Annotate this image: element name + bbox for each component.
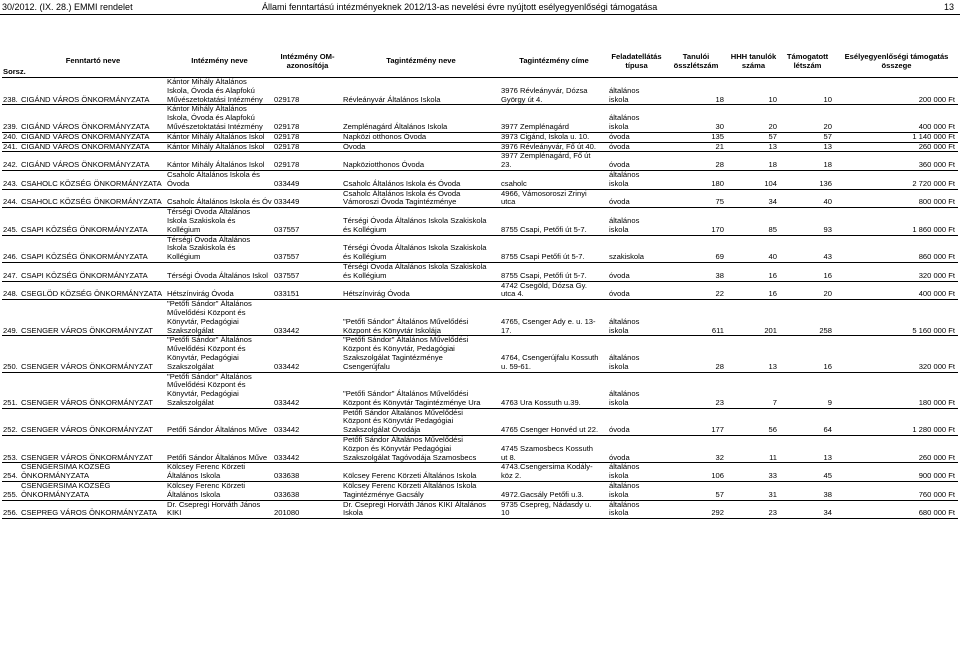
om-id-cell: 033449	[273, 189, 342, 208]
address-cell: 4972.Gacsály Petőfi u.3.	[500, 482, 608, 501]
supported-count-cell: 20	[780, 105, 835, 132]
member-institution-cell: Kölcsey Ferenc Körzeti Általános Iskola Tagintézménye Gacsály	[342, 482, 500, 501]
institution-cell: "Petőfi Sándor" Általános Művelődési Központ és Könyvtár, Pedagógiai Szakszolgálat	[166, 336, 273, 372]
task-type-cell: általános iskola	[608, 500, 665, 519]
row-number: 244.	[2, 189, 20, 208]
row-number: 245.	[2, 208, 20, 235]
row-number: 254.	[2, 463, 20, 482]
total-students-cell: 32	[665, 436, 727, 463]
hhh-students-cell: 18	[727, 152, 780, 171]
om-id-cell: 033638	[273, 463, 342, 482]
page-number: 13	[943, 2, 954, 12]
support-amount-cell: 2 720 000 Ft	[835, 170, 958, 189]
address-cell: 8755 Csapi Petőfi út 5-7.	[500, 235, 608, 262]
support-amount-cell: 900 000 Ft	[835, 463, 958, 482]
supported-count-cell: 16	[780, 336, 835, 372]
hhh-students-cell: 201	[727, 300, 780, 336]
row-number: 250.	[2, 336, 20, 372]
institution-cell: "Petőfi Sándor" Általános Művelődési Központ és Könyvtár, Pedagógiai Szakszolgálat	[166, 300, 273, 336]
hhh-students-cell: 11	[727, 436, 780, 463]
task-type-cell: óvoda	[608, 189, 665, 208]
table-row	[2, 189, 958, 208]
total-students-cell: 292	[665, 500, 727, 519]
supported-count-cell: 13	[780, 436, 835, 463]
row-number: 252.	[2, 408, 20, 435]
member-institution-cell: "Petőfi Sándor" Általános Művelődési Központ és Könyvtár Iskolája	[342, 300, 500, 336]
member-institution-cell: Térségi Óvoda Általános Iskola Szakiskola és Kollégium	[342, 208, 500, 235]
institution-cell: Kántor Mihály Általános Iskol	[166, 152, 273, 171]
task-type-cell: óvoda	[608, 281, 665, 300]
institution-cell: Petőfi Sándor Általános Műve	[166, 436, 273, 463]
support-amount-cell: 400 000 Ft	[835, 105, 958, 132]
row-number: 248.	[2, 281, 20, 300]
om-id-cell: 037557	[273, 262, 342, 281]
col-header: Támogatott létszám	[780, 46, 835, 78]
address-cell: 3976 Révleányvár, Fő út 40.	[500, 142, 608, 152]
row-number: 246.	[2, 235, 20, 262]
col-header: HHH tanulók száma	[727, 46, 780, 78]
address-cell: 4966, Vámosoroszi Zrinyi utca	[500, 189, 608, 208]
supported-count-cell: 13	[780, 142, 835, 152]
task-type-cell: általános iskola	[608, 105, 665, 132]
institution-cell: Petőfi Sándor Általános Műve	[166, 408, 273, 435]
om-id-cell: 033442	[273, 300, 342, 336]
row-number: 247.	[2, 262, 20, 281]
supported-count-cell: 43	[780, 235, 835, 262]
member-institution-cell: Óvoda	[342, 142, 500, 152]
supported-count-cell: 64	[780, 408, 835, 435]
hhh-students-cell: 31	[727, 482, 780, 501]
institution-cell: Kántor Mihály Általános Iskola, Óvoda és Alapfokú Művészetoktatási Intézmény	[166, 105, 273, 132]
row-number: 253.	[2, 436, 20, 463]
institution-cell: Térségi Óvoda Általános Iskola Szakiskola és Kollégium	[166, 208, 273, 235]
hhh-students-cell: 13	[727, 336, 780, 372]
total-students-cell: 21	[665, 142, 727, 152]
maintainer-cell: CSENGER VÁROS ÖNKORMÁNYZAT	[20, 336, 166, 372]
col-header: Intézmény OM-azonosítója	[273, 46, 342, 78]
support-amount-cell: 180 000 Ft	[835, 372, 958, 408]
total-students-cell: 28	[665, 152, 727, 171]
supported-count-cell: 20	[780, 281, 835, 300]
institution-cell: "Petőfi Sándor" Általános Művelődési Központ és Könyvtár, Pedagógiai Szakszolgálat	[166, 372, 273, 408]
support-amount-cell: 320 000 Ft	[835, 262, 958, 281]
total-students-cell: 611	[665, 300, 727, 336]
task-type-cell: óvoda	[608, 408, 665, 435]
maintainer-cell: CIGÁND VÁROS ÖNKORMÁNYZATA	[20, 105, 166, 132]
col-header: Tanulói összlétszám	[665, 46, 727, 78]
support-amount-cell: 320 000 Ft	[835, 336, 958, 372]
maintainer-cell: CIGÁND VÁROS ÖNKORMÁNYZATA	[20, 152, 166, 171]
total-students-cell: 28	[665, 336, 727, 372]
supported-count-cell: 93	[780, 208, 835, 235]
member-institution-cell: Térségi Óvoda Általános Iskola Szakiskola és Kollégium	[342, 262, 500, 281]
table-row	[2, 372, 958, 408]
om-id-cell: 033442	[273, 436, 342, 463]
hhh-students-cell: 16	[727, 281, 780, 300]
address-cell: 4743.Csengersima Kodály- köz 2.	[500, 463, 608, 482]
col-header: Sorsz.	[2, 46, 20, 78]
om-id-cell: 029178	[273, 132, 342, 142]
supported-count-cell: 16	[780, 262, 835, 281]
table-header-row	[2, 46, 958, 78]
member-institution-cell: Petőfi Sándor Általános Művelődési Központ és Könyvtár Pedagógiai Szakszolgálat Óvodája	[342, 408, 500, 435]
member-institution-cell: "Petőfi Sándor" Általános Művelődési Központ és Könyvtár Tagintézménye Ura	[342, 372, 500, 408]
address-cell: 4745 Szamosbecs Kossuth ut 8.	[500, 436, 608, 463]
om-id-cell: 029178	[273, 78, 342, 105]
hhh-students-cell: 33	[727, 463, 780, 482]
table-row	[2, 235, 958, 262]
hhh-students-cell: 85	[727, 208, 780, 235]
support-amount-cell: 800 000 Ft	[835, 189, 958, 208]
task-type-cell: általános iskola	[608, 300, 665, 336]
member-institution-cell: Napköziotthonos Óvoda	[342, 152, 500, 171]
row-number: 251.	[2, 372, 20, 408]
address-cell: 8755 Csapi, Petőfi út 5-7.	[500, 262, 608, 281]
supported-count-cell: 136	[780, 170, 835, 189]
table-row	[2, 132, 958, 142]
maintainer-cell: CSAPI KÖZSÉG ÖNKORMÁNYZATA	[20, 262, 166, 281]
member-institution-cell: Csaholc Általános Iskola és Óvoda	[342, 170, 500, 189]
address-cell: 4765, Csenger Ady e. u. 13- 17.	[500, 300, 608, 336]
support-amount-cell: 860 000 Ft	[835, 235, 958, 262]
om-id-cell: 033449	[273, 170, 342, 189]
address-cell: 9735 Csepreg, Nádasdy u. 10	[500, 500, 608, 519]
hhh-students-cell: 13	[727, 142, 780, 152]
support-amount-cell: 1 860 000 Ft	[835, 208, 958, 235]
col-header: Feladatellátás típusa	[608, 46, 665, 78]
task-type-cell: általános iskola	[608, 463, 665, 482]
address-cell: 4742 Csegöld, Dózsa Gy. utca 4.	[500, 281, 608, 300]
maintainer-cell: CSENGER VÁROS ÖNKORMÁNYZAT	[20, 372, 166, 408]
om-id-cell: 033442	[273, 408, 342, 435]
maintainer-cell: CSEGLÖD KÖZSÉG ÖNKORMÁNYZATA	[20, 281, 166, 300]
support-table	[2, 46, 958, 519]
address-cell: csaholc	[500, 170, 608, 189]
row-number: 239.	[2, 105, 20, 132]
maintainer-cell: CIGÁND VÁROS ÖNKORMÁNYZATA	[20, 132, 166, 142]
institution-cell: Kántor Mihály Általános Iskol	[166, 132, 273, 142]
institution-cell: Kántor Mihály Általános Iskol	[166, 142, 273, 152]
regulation-reference: 30/2012. (IX. 28.) EMMI rendelet	[2, 2, 133, 12]
support-amount-cell: 260 000 Ft	[835, 436, 958, 463]
total-students-cell: 75	[665, 189, 727, 208]
maintainer-cell: CSENGER VÁROS ÖNKORMÁNYZAT	[20, 436, 166, 463]
row-number: 255.	[2, 482, 20, 501]
supported-count-cell: 34	[780, 500, 835, 519]
maintainer-cell: CSAPI KÖZSÉG ÖNKORMÁNYZATA	[20, 235, 166, 262]
total-students-cell: 177	[665, 408, 727, 435]
institution-cell: Térségi Óvoda Általános Iskol	[166, 262, 273, 281]
row-number: 241.	[2, 142, 20, 152]
address-cell: 3977 Zemplénagárd, Fő út 23.	[500, 152, 608, 171]
task-type-cell: általános iskola	[608, 78, 665, 105]
col-header: Tagintézmény neve	[342, 46, 500, 78]
support-amount-cell: 760 000 Ft	[835, 482, 958, 501]
address-cell: 4765 Csenger Honvéd ut 22.	[500, 408, 608, 435]
om-id-cell: 033638	[273, 482, 342, 501]
table-row	[2, 105, 958, 132]
hhh-students-cell: 16	[727, 262, 780, 281]
table-row	[2, 336, 958, 372]
total-students-cell: 170	[665, 208, 727, 235]
task-type-cell: általános iskola	[608, 336, 665, 372]
maintainer-cell: CSAHOLC KÖZSÉG ÖNKORMÁNYZATA	[20, 170, 166, 189]
member-institution-cell: Dr. Csepregi Horváth János KIKI Általános Iskola	[342, 500, 500, 519]
om-id-cell: 029178	[273, 152, 342, 171]
supported-count-cell: 258	[780, 300, 835, 336]
col-header: Esélyegyenlőségi támogatás összege	[835, 46, 958, 78]
institution-cell: Dr. Csepregi Horváth János KIKI	[166, 500, 273, 519]
total-students-cell: 23	[665, 372, 727, 408]
support-amount-cell: 360 000 Ft	[835, 152, 958, 171]
task-type-cell: általános iskola	[608, 372, 665, 408]
table-row	[2, 208, 958, 235]
row-number: 238.	[2, 78, 20, 105]
institution-cell: Csaholc Általános Iskola és Óv	[166, 189, 273, 208]
maintainer-cell: CIGÁND VÁROS ÖNKORMÁNYZATA	[20, 78, 166, 105]
table-row	[2, 500, 958, 519]
table-row	[2, 281, 958, 300]
table-row	[2, 436, 958, 463]
hhh-students-cell: 57	[727, 132, 780, 142]
table-row	[2, 78, 958, 105]
supported-count-cell: 45	[780, 463, 835, 482]
om-id-cell: 033442	[273, 336, 342, 372]
support-amount-cell: 400 000 Ft	[835, 281, 958, 300]
total-students-cell: 22	[665, 281, 727, 300]
support-amount-cell: 260 000 Ft	[835, 142, 958, 152]
om-id-cell: 033442	[273, 372, 342, 408]
task-type-cell: óvoda	[608, 262, 665, 281]
support-amount-cell: 1 140 000 Ft	[835, 132, 958, 142]
col-header: Intézmény neve	[166, 46, 273, 78]
task-type-cell: óvoda	[608, 142, 665, 152]
task-type-cell: óvoda	[608, 436, 665, 463]
total-students-cell: 30	[665, 105, 727, 132]
maintainer-cell: CSEPREG VÁROS ÖNKORMÁNYZATA	[20, 500, 166, 519]
om-id-cell: 033151	[273, 281, 342, 300]
total-students-cell: 180	[665, 170, 727, 189]
table-row	[2, 152, 958, 171]
hhh-students-cell: 104	[727, 170, 780, 189]
institution-cell: Térségi Óvoda Általános Iskola Szakiskola és Kollégium	[166, 235, 273, 262]
task-type-cell: óvoda	[608, 132, 665, 142]
member-institution-cell: "Petőfi Sándor" Általános Művelődési Központ és Könyvtár, Pedagógiai Szakszolgálat Tagintézménye Csengerújfalu	[342, 336, 500, 372]
hhh-students-cell: 7	[727, 372, 780, 408]
row-number: 249.	[2, 300, 20, 336]
maintainer-cell: CIGÁND VÁROS ÖNKORMÁNYZATA	[20, 142, 166, 152]
col-header: Tagintézmény címe	[500, 46, 608, 78]
address-cell: 4764, Csengerújfalu Kossuth u. 59-61.	[500, 336, 608, 372]
table-row	[2, 482, 958, 501]
maintainer-cell: CSAHOLC KÖZSÉG ÖNKORMÁNYZATA	[20, 189, 166, 208]
table-row	[2, 262, 958, 281]
om-id-cell: 037557	[273, 235, 342, 262]
task-type-cell: szakiskola	[608, 235, 665, 262]
task-type-cell: óvoda	[608, 152, 665, 171]
member-institution-cell: Hétszínvirág Óvoda	[342, 281, 500, 300]
address-cell: 3977 Zemplénagárd	[500, 105, 608, 132]
supported-count-cell: 10	[780, 78, 835, 105]
total-students-cell: 135	[665, 132, 727, 142]
supported-count-cell: 38	[780, 482, 835, 501]
maintainer-cell: CSENGERSIMA KÖZSÉG ÖNKORMÁNYZATA	[20, 463, 166, 482]
row-number: 256.	[2, 500, 20, 519]
maintainer-cell: CSAPI KÖZSÉG ÖNKORMÁNYZATA	[20, 208, 166, 235]
table-row	[2, 408, 958, 435]
om-id-cell: 029178	[273, 142, 342, 152]
task-type-cell: általános iskola	[608, 170, 665, 189]
table-row	[2, 170, 958, 189]
hhh-students-cell: 40	[727, 235, 780, 262]
total-students-cell: 106	[665, 463, 727, 482]
row-number: 240.	[2, 132, 20, 142]
task-type-cell: általános iskola	[608, 482, 665, 501]
support-amount-cell: 5 160 000 Ft	[835, 300, 958, 336]
hhh-students-cell: 10	[727, 78, 780, 105]
table-row	[2, 300, 958, 336]
total-students-cell: 57	[665, 482, 727, 501]
total-students-cell: 18	[665, 78, 727, 105]
om-id-cell: 201080	[273, 500, 342, 519]
institution-cell: Csaholc Általános Iskola és Óvoda	[166, 170, 273, 189]
address-cell: 3973 Cigánd, Iskola u. 10.	[500, 132, 608, 142]
member-institution-cell: Napközi otthonos Óvoda	[342, 132, 500, 142]
member-institution-cell: Térségi Óvoda Általános Iskola Szakiskola és Kollégium	[342, 235, 500, 262]
supported-count-cell: 40	[780, 189, 835, 208]
support-amount-cell: 1 280 000 Ft	[835, 408, 958, 435]
row-number: 243.	[2, 170, 20, 189]
document-title: Állami fenntartású intézményeknek 2012/13-as nevelési évre nyújtott esélyegyenlőségi támogatása	[262, 2, 658, 12]
supported-count-cell: 57	[780, 132, 835, 142]
om-id-cell: 037557	[273, 208, 342, 235]
address-cell: 8755 Csapi, Petőfi út 5-7.	[500, 208, 608, 235]
maintainer-cell: CSENGER VÁROS ÖNKORMÁNYZAT	[20, 408, 166, 435]
maintainer-cell: CSENGER VÁROS ÖNKORMÁNYZAT	[20, 300, 166, 336]
hhh-students-cell: 56	[727, 408, 780, 435]
row-number: 242.	[2, 152, 20, 171]
maintainer-cell: CSENGERSIMA KÖZSÉG ÖNKORMÁNYZATA	[20, 482, 166, 501]
hhh-students-cell: 20	[727, 105, 780, 132]
om-id-cell: 029178	[273, 105, 342, 132]
institution-cell: Kölcsey Ferenc Körzeti Általános Iskola	[166, 463, 273, 482]
address-cell: 3976 Révleányvár, Dózsa György út 4.	[500, 78, 608, 105]
support-amount-cell: 680 000 Ft	[835, 500, 958, 519]
hhh-students-cell: 34	[727, 189, 780, 208]
hhh-students-cell: 23	[727, 500, 780, 519]
table-row	[2, 463, 958, 482]
member-institution-cell: Kölcsey Ferenc Körzeti Általános Iskola	[342, 463, 500, 482]
total-students-cell: 38	[665, 262, 727, 281]
support-amount-cell: 200 000 Ft	[835, 78, 958, 105]
supported-count-cell: 18	[780, 152, 835, 171]
member-institution-cell: Zemplénagárd Általános Iskola	[342, 105, 500, 132]
member-institution-cell: Petőfi Sándor Általános Művelődési Közpon és Könyvtár Pedagógiai Szakszolgálat Tagóvodája Szamosbecs	[342, 436, 500, 463]
member-institution-cell: Csaholc Általános Iskola és Óvoda Vámoroszi Óvoda Tagintézménye	[342, 189, 500, 208]
institution-cell: Kántor Mihály Általános Iskola, Óvoda és Alapfokú Művészetoktatási Intézmény	[166, 78, 273, 105]
institution-cell: Hétszínvirág Óvoda	[166, 281, 273, 300]
header-rule	[0, 14, 960, 15]
task-type-cell: általános iskola	[608, 208, 665, 235]
table-row	[2, 142, 958, 152]
supported-count-cell: 9	[780, 372, 835, 408]
institution-cell: Kölcsey Ferenc Körzeti Általános Iskola	[166, 482, 273, 501]
address-cell: 4763 Ura Kossuth u.39.	[500, 372, 608, 408]
col-header: Fenntartó neve	[20, 46, 166, 78]
total-students-cell: 69	[665, 235, 727, 262]
member-institution-cell: Révleányvár Általános Iskola	[342, 78, 500, 105]
